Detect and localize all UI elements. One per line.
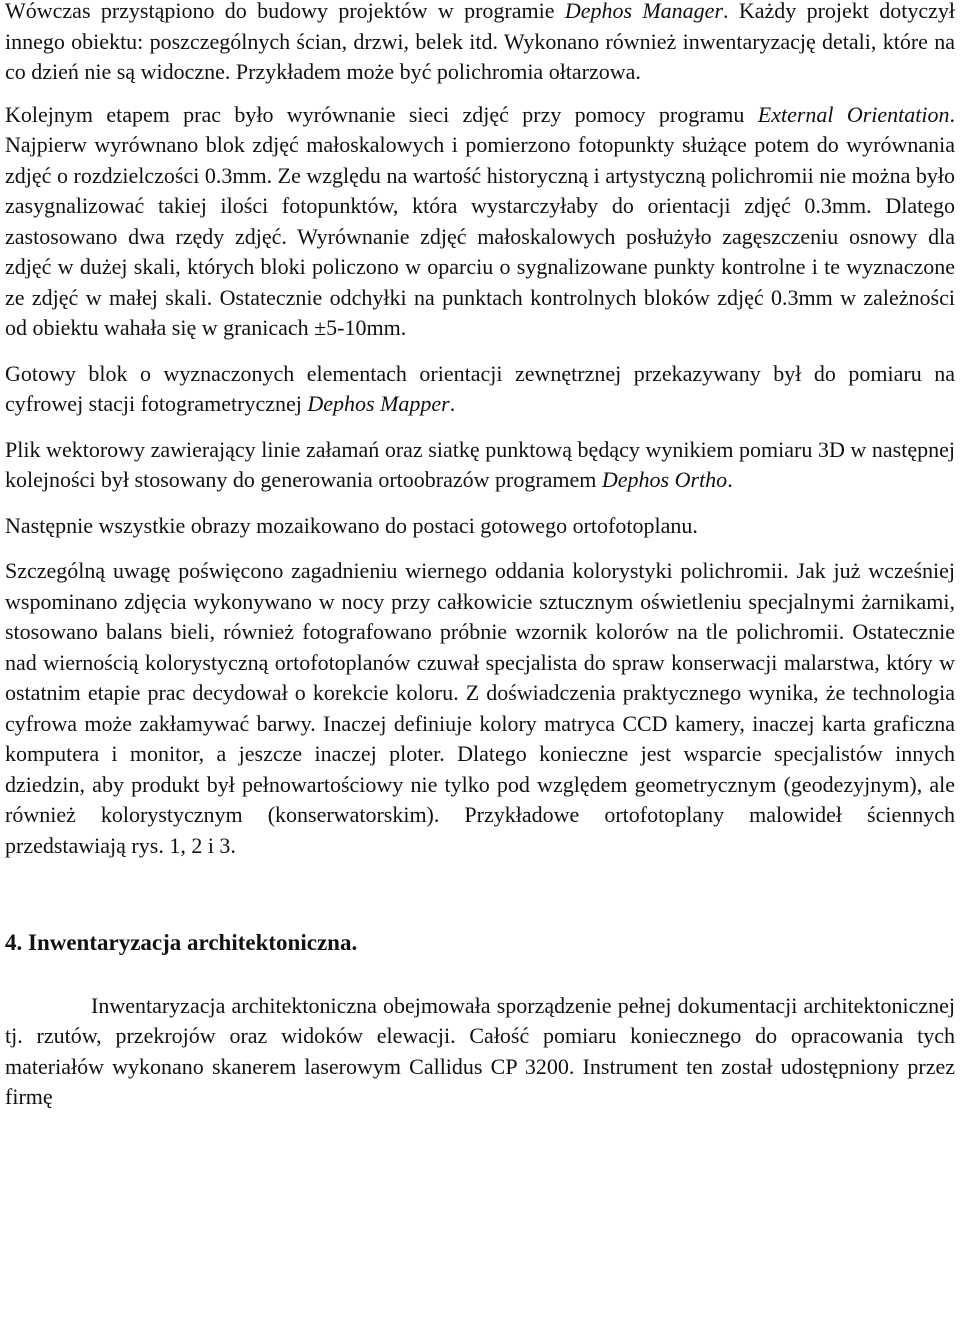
paragraph-dephos-mapper (5, 359, 955, 420)
text-run: Gotowy blok o wyznaczonych elementach orientacji zewnętrznej przekazywany był do pomiaru na cyfrowej stacji fotogrametrycznej (5, 360, 955, 416)
paragraph-dephos-ortho (5, 435, 955, 496)
software-name: Dephos Manager (564, 0, 724, 23)
text-run: . Najpierw wyrównano blok zdjęć małoskalowych i pomierzono fotopunkty służące potem do wyrównania zdjęć o rozdzielczości 0.3mm. Ze względu na wartość historyczną i artystyczną polichromii nie można było zasygnalizować takiej ilości fotopunktów, która wystarczyłaby do orientacji zdjęć 0.3mm. Dlatego zastosowano dwa rzędy zdjęć. Wyrównanie zdjęć małoskalowych posłużyło zagęszczeniu osnowy dla zdjęć w dużej skali, których bloki policzono w oparciu o sygnalizowane punkty kontrolne i te wyznaczone ze zdjęć w małej skali. Ostatecznie odchyłki na punktach kontrolnych bloków zdjęć 0.3mm w zależności od obiektu wahała się w granicach ±5-10mm. (5, 101, 955, 340)
software-name: Dephos Ortho (601, 467, 728, 492)
text-run: . (449, 391, 456, 416)
text-run: Kolejnym etapem prac było wyrównanie sieci zdjęć przy pomocy programu (5, 101, 758, 127)
section-heading: 4. Inwentaryzacja architektoniczna. (5, 930, 358, 955)
software-name: External Orientation (757, 101, 950, 127)
paragraph-dephos-manager (5, 0, 955, 88)
text-run: Wówczas przystąpiono do budowy projektów w programie (5, 0, 565, 23)
text-run: Plik wektorowy zawierający linie załamań oraz siatkę punktową będący wynikiem pomiaru 3D w następnej kolejności był stosowany do generowania ortoobrazów programem (5, 436, 955, 492)
software-name: Dephos Mapper (307, 391, 450, 416)
paragraph-external-orientation (5, 100, 955, 344)
paragraph-color-fidelity: Szczególną uwagę poświęcono zagadnieniu wiernego oddania kolorystyki polichromii. Jak już wcześniej wspominano zdjęcia wykonywano w nocy przy całkowicie sztucznym oświetleniu specjalnymi żarnikami, stosowano balans bieli, również fotografowano próbnie wzornik kolorów na tle polichromii. Ostatecznie nad wiernością kolorystyczną ortofotoplanów czuwał specjalista do spraw konserwacji malarstwa, który w ostatnim etapie prac decydował o korekcie koloru. Z doświadczenia praktycznego wynika, że technologia cyfrowa może zakłamywać barwy. Inaczej definiuje kolory matryca CCD kamery, inaczej karta graficzna komputera i monitor, a jeszcze inaczej ploter. Dlatego konieczne jest wsparcie specjalistów innych dziedzin, aby produkt był pełnowartościowy nie tylko pod względem geometrycznym (geodezyjnym), ale również kolorystycznym (konserwatorskim). Przykładowe ortofotoplany malowideł ściennych przedstawiają rys. 1, 2 i 3. (5, 558, 955, 858)
paragraph-architectural-inventory: Inwentaryzacja architektoniczna obejmowała sporządzenie pełnej dokumentacji architektonicznej tj. rzutów, przekrojów oraz widoków elewacji. Całość pomiaru koniecznego do opracowania tych materiałów wykonano skanerem laserowym Callidus CP 3200. Instrument ten został udostępniony przez firmę (5, 992, 955, 1109)
text-run: . Każdy projekt dotyczył innego obiektu: poszczególnych ścian, drzwi, belek itd. Wykonano również inwentaryzację detali, które na co dzień nie są widoczne. Przykładem może być polichromia ołtarzowa. (5, 0, 955, 84)
text-run: . (727, 467, 733, 492)
paragraph-mosaic: Następnie wszystkie obrazy mozaikowano do postaci gotowego ortofotoplanu. (5, 512, 698, 538)
document-page (5, 0, 955, 1113)
